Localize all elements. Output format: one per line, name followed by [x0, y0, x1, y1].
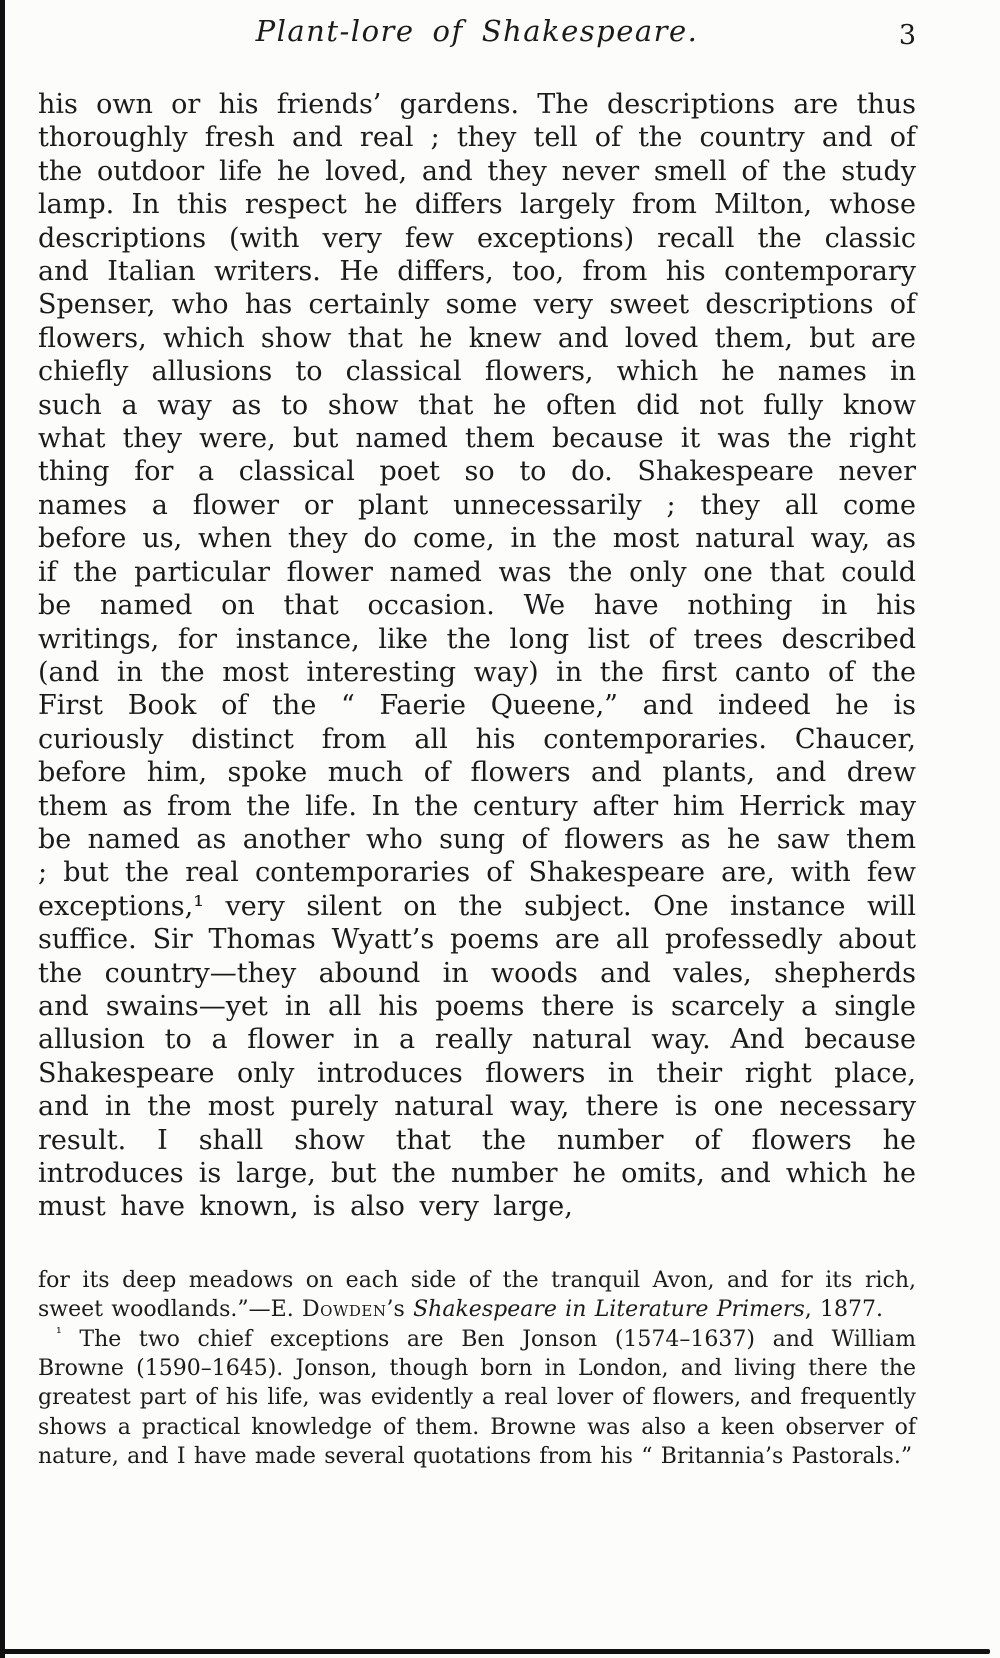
footnote-possessive: ’s — [386, 1297, 414, 1323]
footnote-1 — [38, 1325, 916, 1472]
page-header — [38, 14, 916, 58]
body-text — [38, 88, 916, 1224]
footnote-continuation — [38, 1266, 916, 1325]
footnote-continuation-end: , 1877. — [804, 1297, 884, 1323]
main-paragraph: his own or his friends’ gardens. The descriptions are thus thoroughly fresh and real ; they tell of the country and of the outdoor life he loved, and they never smell of the study lamp. In this respect he differs largely from Milton, whose descriptions (with very few exceptions) recall the classic and Italian writers. He differs, too, from his contemporary Spenser, who has certainly some very sweet descriptions of flowers, which show that he knew and loved them, but are chiefly allusions to classical flowers, which he names in such a way as to show that he often did not fully know what they were, but named them because it was the right thing for a classical poet so to do. Shakespeare never names a flower or plant unnecessarily ; they all come before us, when they do come, in the most natural way, as if the particular flower named was the only one that could be named on that occasion. We have nothing in his writings, for instance, like the long list of trees described (and in the most interesting way) in the first canto of the First Book of the “ Faerie Queene,” and indeed he is curiously distinct from all his contemporaries. Chaucer, before him, spoke much of flowers and plants, and drew them as from the life. In the century after him Herrick may be named as another who sung of flowers as he saw them ; but the real contemporaries of Shakespeare are, with few exceptions,¹ very silent on the subject. One instance will suffice. Sir Thomas Wyatt’s poems are all professedly about the country—they abound in woods and vales, shepherds and swains—yet in all his poems there is scarcely a single allusion to a flower in a really natural way. And because Shakespeare only introduces flowers in their right place, and in the most purely natural way, there is one necessary result. I shall show that the number of flowers he introduces is large, but the number he omits, and which he must have known, is also very large, — [38, 89, 916, 1223]
footnote-work-title: Shakespeare in Literature Primers — [413, 1297, 805, 1323]
scan-edge-left — [0, 0, 5, 1658]
footnote-marker: ¹ — [56, 1325, 62, 1342]
footnote-continuation-text: for its deep meadows on each side of the tranquil Avon, and for its rich, sweet woodlands.”—E. — [38, 1267, 916, 1323]
footnotes-section — [38, 1266, 916, 1472]
running-title: Plant-lore of Shakespeare. — [255, 14, 699, 48]
footnote-1-text: The two chief exceptions are Ben Jonson (1574–1637) and William Browne (1590–1645). Jonson, though born in London, and living there the greatest part of his life, was evidently a real lover of flowers, and frequently shows a practical knowledge of them. Browne was also a keen observer of nature, and I have made several quotations from his “ Britannia’s Pastorals.” — [38, 1326, 916, 1470]
scan-edge-bottom — [0, 1649, 990, 1654]
page-number: 3 — [898, 20, 916, 51]
footnote-author-name: Dowden — [302, 1297, 387, 1323]
